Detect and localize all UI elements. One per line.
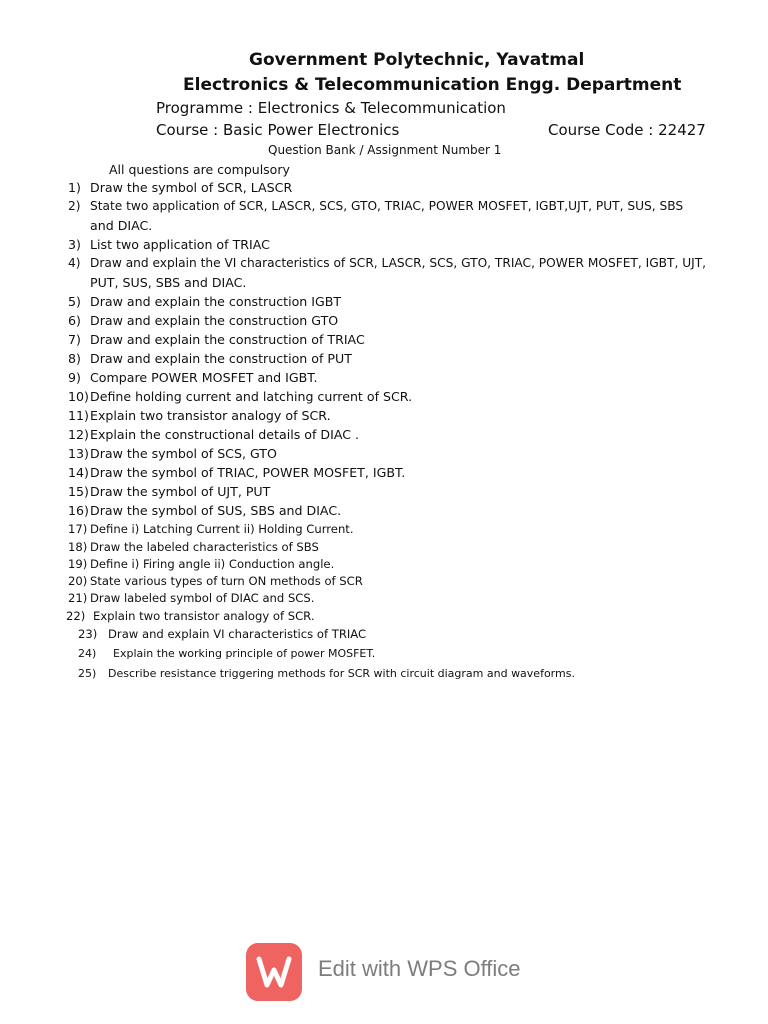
question-text: Describe resistance triggering methods for SCR with circuit diagram and waveforms.: [108, 667, 575, 680]
question-bank-title: Question Bank / Assignment Number 1: [268, 143, 502, 157]
question-number: 18): [68, 540, 88, 554]
question-text: Explain two transistor analogy of SCR.: [90, 408, 331, 423]
question-number: 3): [68, 237, 81, 252]
question-number: 11): [68, 408, 89, 423]
course-code: Course Code : 22427: [548, 121, 706, 139]
question-number: 25): [78, 667, 97, 680]
question-text: State two application of SCR, LASCR, SCS, GTO, TRIAC, POWER MOSFET, IGBT,UJT, PUT, SUS, SBS: [90, 199, 684, 213]
question-text: Draw the labeled characteristics of SBS: [90, 540, 319, 554]
question-number: 20): [68, 574, 88, 588]
question-number: 19): [68, 557, 88, 571]
course-line: Course : Basic Power Electronics: [156, 121, 400, 139]
question-number: 4): [68, 256, 81, 270]
question-text: Draw the symbol of UJT, PUT: [90, 484, 271, 499]
question-number: 9): [68, 370, 81, 385]
question-number: 12): [68, 427, 89, 442]
question-number: 24): [78, 647, 97, 660]
question-text: Explain the constructional details of DIAC .: [90, 427, 360, 442]
department-name: Electronics & Telecommunication Engg. Department: [183, 75, 682, 95]
question-text: Explain the working principle of power MOSFET.: [113, 647, 376, 660]
question-number: 21): [68, 591, 88, 605]
institute-name: Government Polytechnic, Yavatmal: [249, 50, 585, 70]
question-text: Compare POWER MOSFET and IGBT.: [90, 370, 318, 385]
question-text: Draw the symbol of SCS, GTO: [90, 446, 277, 461]
question-text: Define i) Firing angle ii) Conduction angle.: [90, 557, 335, 571]
question-text: Explain two transistor analogy of SCR.: [93, 609, 315, 623]
question-text: Define holding current and latching current of SCR.: [90, 389, 413, 404]
question-text: Draw and explain the construction IGBT: [90, 294, 342, 309]
question-text: Draw and explain the construction GTO: [90, 313, 339, 328]
question-number: 17): [68, 522, 88, 536]
question-text: Draw and explain VI characteristics of TRIAC: [108, 627, 367, 641]
question-text: Define i) Latching Current ii) Holding Current.: [90, 522, 354, 536]
programme-line: Programme : Electronics & Telecommunication: [156, 99, 506, 117]
question-number: 13): [68, 446, 89, 461]
question-number: 6): [68, 313, 81, 328]
question-text: Draw and explain the VI characteristics of SCR, LASCR, SCS, GTO, TRIAC, POWER MOSFET, IGBT, UJT,: [90, 256, 707, 270]
question-text: Draw labeled symbol of DIAC and SCS.: [90, 591, 315, 605]
wps-logo-icon[interactable]: [246, 943, 302, 1001]
question-number: 8): [68, 351, 81, 366]
question-text-continued: PUT, SUS, SBS and DIAC.: [90, 275, 247, 290]
question-number: 1): [68, 180, 81, 195]
question-text: Draw and explain the construction of TRIAC: [90, 332, 365, 347]
question-number: 15): [68, 484, 89, 499]
question-text: Draw the symbol of SCR, LASCR: [90, 180, 293, 195]
question-number: 22): [66, 609, 86, 623]
question-text: Draw the symbol of SUS, SBS and DIAC.: [90, 503, 342, 518]
question-number: 10): [68, 389, 89, 404]
question-text: List two application of TRIAC: [90, 237, 270, 252]
question-text-continued: and DIAC.: [90, 218, 153, 233]
question-text: Draw and explain the construction of PUT: [90, 351, 352, 366]
question-number: 16): [68, 503, 89, 518]
question-number: 7): [68, 332, 81, 347]
instruction: All questions are compulsory: [109, 162, 290, 177]
question-number: 23): [78, 627, 98, 641]
question-number: 2): [68, 199, 81, 213]
question-number: 5): [68, 294, 81, 309]
wps-watermark-label[interactable]: Edit with WPS Office: [318, 956, 521, 981]
question-text: State various types of turn ON methods of SCR: [90, 574, 363, 588]
question-number: 14): [68, 465, 89, 480]
question-text: Draw the symbol of TRIAC, POWER MOSFET, IGBT.: [90, 465, 406, 480]
